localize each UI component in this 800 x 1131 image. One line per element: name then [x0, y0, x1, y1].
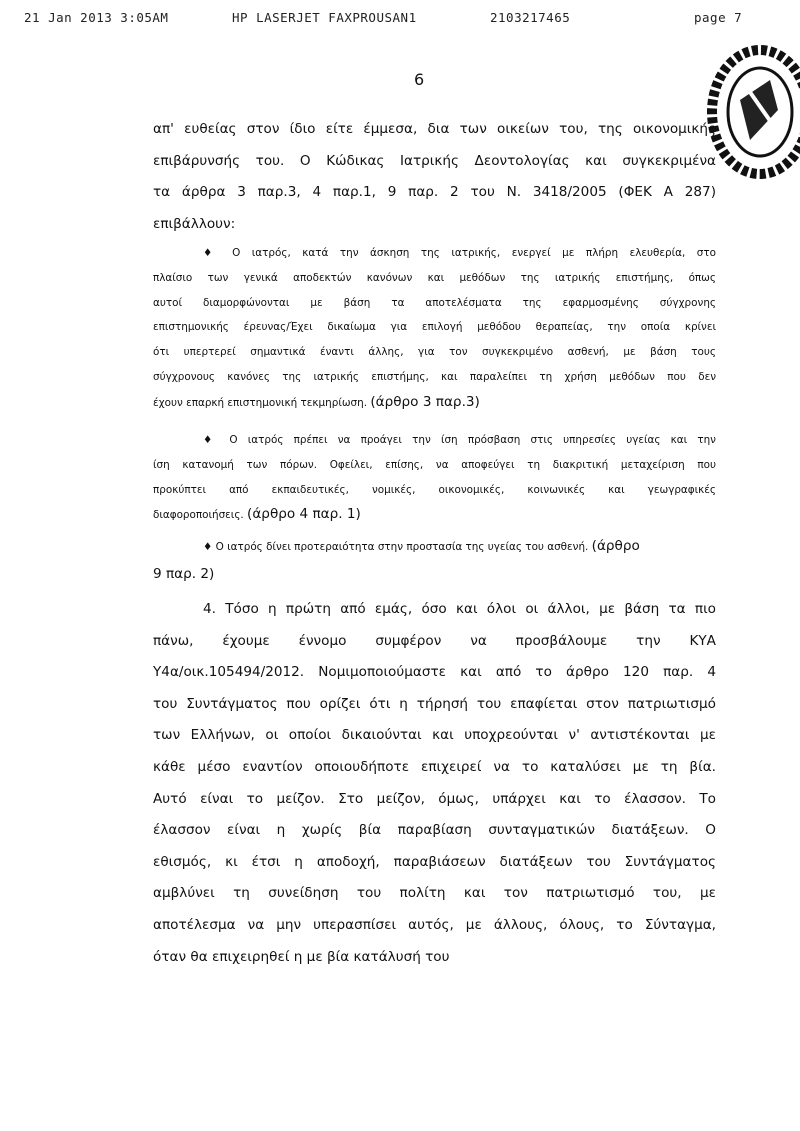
line-text: έλασσον είναι η χωρίς βία παραβίαση συνταγματικών διατάξεων. Ο	[153, 822, 716, 839]
fax-page: page 7	[694, 10, 743, 25]
line-text: 4. Τόσο η πρώτη από εμάς, όσο και όλοι οι άλλοι, με βάση τα πιο	[203, 601, 716, 617]
text-line	[153, 291, 716, 316]
line-text: αυτοί διαμορφώνονται με βάση τα αποτελέσματα της εφαρμοσμένης σύγχρονης	[153, 296, 716, 309]
line-text: όταν θα επιχειρηθεί η με βία κατάλυσή του	[153, 948, 450, 965]
article-reference: 9 παρ. 2)	[153, 565, 215, 582]
paragraph-4	[153, 594, 716, 973]
text-line	[153, 878, 716, 910]
line-text: κάθε μέσο εναντίον οποιουδήποτε επιχειρεί να το καταλύσει με τη βία.	[153, 758, 716, 775]
text-line	[153, 502, 716, 527]
text-line	[153, 266, 716, 291]
line-text: ♦ Ο ιατρός, κατά την άσκηση της ιατρικής, ενεργεί με πλήρη ελευθερία, στο	[203, 247, 716, 259]
line-text: πάνω, έχουμε έννομο συμφέρον να προσβάλουμε την ΚΥΑ	[153, 632, 716, 649]
line-text: ♦ Ο ιατρός πρέπει να προάγει την ίση πρόσβαση στις υπηρεσίες υγείας και την	[203, 434, 716, 446]
line-text: αποτέλεσμα να μην υπερασπίσει αυτός, με άλλους, όλους, το Σύνταγμα,	[153, 916, 716, 933]
page-number: 6	[414, 70, 425, 89]
text-line	[153, 910, 716, 942]
line-text: ότι υπερτερεί σημαντικά έναντι άλλης, για τον συγκεκριμένο ασθενή, με βάση τους	[153, 346, 716, 359]
text-line	[153, 177, 716, 209]
line-text: προκύπτει από εκπαιδευτικές, νομικές, οικονομικές, κοινωνικές και γεωγραφικές	[153, 483, 716, 496]
line-text: αμβλύνει τη συνείδηση του πολίτη και τον πατριωτισμό του, με	[153, 885, 716, 902]
text-line	[153, 478, 716, 503]
text-line	[153, 241, 716, 266]
bullet-article-3	[153, 241, 716, 415]
paragraph-1	[153, 114, 716, 240]
fax-sender: HP LASERJET FAXPROUSAN1	[232, 10, 417, 25]
bullet-line	[153, 534, 716, 559]
text-line	[153, 146, 716, 178]
article-reference: (άρθρο 3 παρ.3)	[370, 393, 480, 410]
line-text: επιβάλλουν:	[153, 215, 236, 232]
text-line	[153, 365, 716, 390]
line-text: ίση κατανομή των πόρων. Οφείλει, επίσης, να αποφεύγει τη διακριτική μεταχείριση που	[153, 458, 716, 471]
line-text: απ' ευθείας στον ίδιο είτε έμμεσα, δια των οικείων του, της οικονομικής	[153, 121, 716, 137]
text-line	[153, 784, 716, 816]
line-text: Αυτό είναι το μείζον. Στο μείζον, όμως, υπάρχει και το έλασσον. Το	[153, 790, 716, 807]
line-text: επιστημονικής έρευνας/Έχει δικαίωμα για επιλογή μεθόδου θεραπείας, την οποία κρίνει	[153, 321, 716, 334]
article-reference: (άρθρο 4 παρ. 1)	[247, 506, 361, 523]
text-line	[153, 815, 716, 847]
text-line	[153, 114, 716, 146]
bullet-text: ♦ Ο ιατρός δίνει προτεραιότητα στην προστασία της υγείας του ασθενή.	[203, 541, 589, 553]
line-text: έχουν επαρκή επιστημονική τεκμηρίωση.	[153, 396, 368, 409]
text-line	[153, 340, 716, 365]
text-line	[153, 626, 716, 658]
line-text: επιβάρυνσής του. Ο Κώδικας Ιατρικής Δεοντολογίας και συγκεκριμένα	[153, 152, 716, 169]
text-line	[153, 942, 716, 974]
line-text: Υ4α/οικ.105494/2012. Νομιμοποιούμαστε και από το άρθρο 120 παρ. 4	[153, 664, 716, 681]
text-line	[153, 594, 716, 626]
text-line	[153, 453, 716, 478]
text-line	[153, 689, 716, 721]
bullet-article-4	[153, 428, 716, 527]
article-reference: (άρθρο	[591, 538, 640, 554]
line-text: πλαίσιο των γενικά αποδεκτών κανόνων και μεθόδων της ιατρικής επιστήμης, όπως	[153, 271, 716, 284]
text-line	[153, 428, 716, 453]
line-text: τα άρθρα 3 παρ.3, 4 παρ.1, 9 παρ. 2 του Ν. 3418/2005 (ΦΕΚ Α 287)	[153, 184, 716, 201]
text-line	[153, 657, 716, 689]
line-text: σύγχρονους κανόνες της ιατρικής επιστήμης, και παραλείπει τη χρήση μεθόδων που δεν	[153, 370, 716, 383]
text-line	[153, 752, 716, 784]
text-line	[153, 720, 716, 752]
text-line	[153, 847, 716, 879]
text-line	[153, 390, 716, 415]
text-line	[153, 209, 716, 241]
bullet-article-9	[153, 534, 716, 590]
line-text: διαφοροποιήσεις.	[153, 509, 244, 522]
line-text: εθισμός, κι έτσι η αποδοχή, παραβιάσεων διατάξεων του Συντάγματος	[153, 853, 716, 870]
fax-number: 2103217465	[490, 10, 571, 25]
line-text: των Ελλήνων, οι οποίοι δικαιούνται και υποχρεούνται ν' αντιστέκονται με	[153, 727, 716, 744]
fax-datetime: 21 Jan 2013 3:05AM	[24, 10, 169, 25]
line-text: του Συντάγματος που ορίζει ότι η τήρησή του επαφίεται στον πατριωτισμό	[153, 695, 716, 712]
bullet-line	[153, 559, 716, 590]
text-line	[153, 315, 716, 340]
